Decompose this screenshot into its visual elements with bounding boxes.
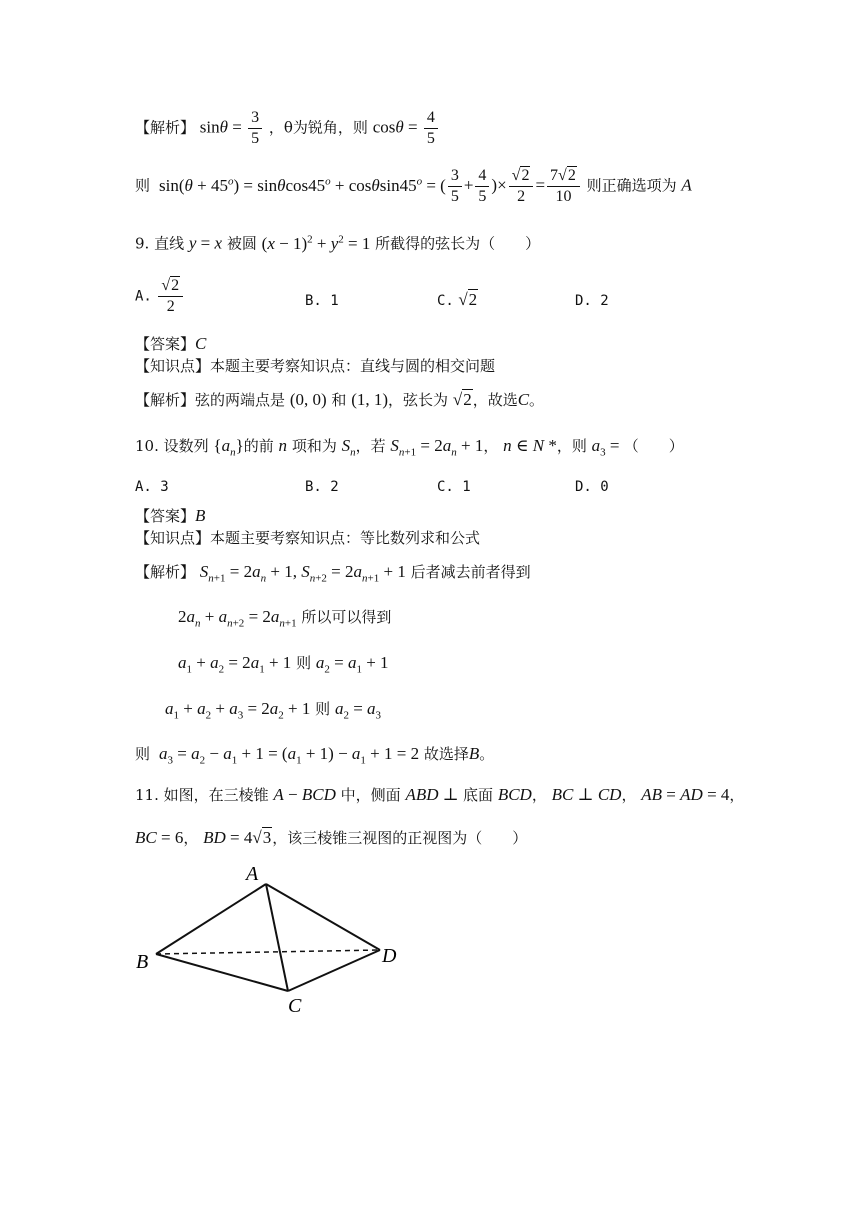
q10-step-1: $2a_n + a_{n+2} = 2a_{n+1}$ 所以可以得到 bbox=[178, 607, 392, 630]
vertex-label-b: B bbox=[136, 951, 149, 973]
q9-answer-value: C bbox=[195, 334, 207, 353]
q10-option-d: D. 0 bbox=[575, 479, 609, 495]
q10-answer: 【答案】B bbox=[135, 506, 206, 525]
analysis-label: 【解析】 bbox=[135, 118, 196, 137]
q9-option-a: A. $\frac{√2}{2}$ bbox=[135, 278, 185, 315]
q10-knowledge: 【知识点】本题主要考察知识点：等比数列求和公式 bbox=[135, 529, 481, 547]
q9-stem-mid: 被圆 bbox=[226, 234, 257, 253]
q10-stem: 10. 设数列 $\{a_n\}$的前 n 项和为 $S_n$，若 $S_{n+1} = 2a_n + 1$， n ∈ N *，则 $a_3$ = （ ） bbox=[135, 436, 684, 459]
q9-option-d: D. 2 bbox=[575, 293, 609, 309]
q9-stem: 9. 直线 y = x 被圆 $(x - 1)^2 + y^2 = 1$ 所截得的弦长为（ ） bbox=[135, 233, 541, 253]
vertex-label-c: C bbox=[288, 995, 302, 1017]
vertex-label-d: D bbox=[382, 945, 397, 967]
edge-ac bbox=[266, 884, 288, 991]
q11-stem-line-2: BC = 6， BD = 4√3，该三棱锥三视图的正视图为（ ） bbox=[135, 828, 528, 847]
fraction-3-5: $\frac{3}{5}$ bbox=[248, 110, 262, 147]
q10-analysis: 【解析】 $S_{n+1} = 2a_n + 1$, $S_{n+2} = 2a_{n+1} + 1$ 后者减去前者得到 bbox=[135, 562, 531, 585]
q9-option-c: C. √2 bbox=[437, 290, 478, 309]
q9-analysis: 【解析】弦的两端点是 (0, 0) 和 (1, 1)，弦长为 √2，故选C。 bbox=[135, 390, 545, 409]
q10-step-2: $a_1 + a_2 = 2a_1 + 1$ 则 $a_2 = a_1 + 1$ bbox=[178, 653, 389, 676]
edge-bc bbox=[156, 954, 288, 991]
q10-step-3: $a_1 + a_2 + a_3 = 2a_2 + 1$ 则 $a_2 = a_3$ bbox=[165, 699, 382, 722]
q9-stem-suffix: 所截得的弦长为（ ） bbox=[375, 234, 541, 253]
edge-cd bbox=[288, 950, 380, 991]
q10-option-a: A. 3 bbox=[135, 479, 169, 495]
q8-analysis-text: ，θ为锐角，则 bbox=[268, 118, 368, 137]
then-label: 则 bbox=[135, 176, 151, 195]
tetrahedron-figure bbox=[128, 858, 418, 1018]
q10-final: 则 $a_3 = a_2 - a_1 + 1 = (a_1 + 1) - a_1 + 1 = 2$ 故选择B。 bbox=[135, 744, 495, 767]
q8-conclusion: 则正确选项为 bbox=[586, 176, 677, 195]
q9-knowledge: 【知识点】本题主要考察知识点：直线与圆的相交问题 bbox=[135, 357, 496, 375]
q9-option-b: B. 1 bbox=[305, 293, 339, 309]
edge-ab bbox=[156, 884, 266, 954]
q11-stem-line-1: 11. 如图，在三棱锥 A − BCD 中，侧面 ABD ⊥ 底面 BCD， BC ⊥ CD， AB = AD = 4， bbox=[135, 785, 745, 804]
fraction-4-5: $\frac{4}{5}$ bbox=[424, 110, 438, 147]
q10-option-b: B. 2 bbox=[305, 479, 339, 495]
edge-ad bbox=[266, 884, 380, 950]
q9-answer: 【答案】C bbox=[135, 334, 207, 353]
q8-conclusion-option: A bbox=[681, 175, 692, 195]
q8-analysis-line-1: 【解析】 sinθ = $\frac{3}{5}$ ，θ为锐角，则 cosθ = $\frac{4}{5}$ bbox=[135, 110, 440, 147]
q10-option-c: C. 1 bbox=[437, 479, 471, 495]
edge-bd-hidden bbox=[156, 950, 380, 954]
vertex-label-a: A bbox=[246, 863, 259, 885]
q8-analysis-line-2: 则 $\sin(\theta + 45^o) = \sin\theta\cos 45^o + \cos\theta\sin 45^o$ = ( $\frac{3}{5}$ + $\frac{4}{5}$ )× $\frac{√2}{2}$ = $\frac{7√2}{10}$ 则正确选项为 A bbox=[135, 167, 692, 205]
q9-stem-prefix: 9. 直线 bbox=[135, 234, 185, 253]
